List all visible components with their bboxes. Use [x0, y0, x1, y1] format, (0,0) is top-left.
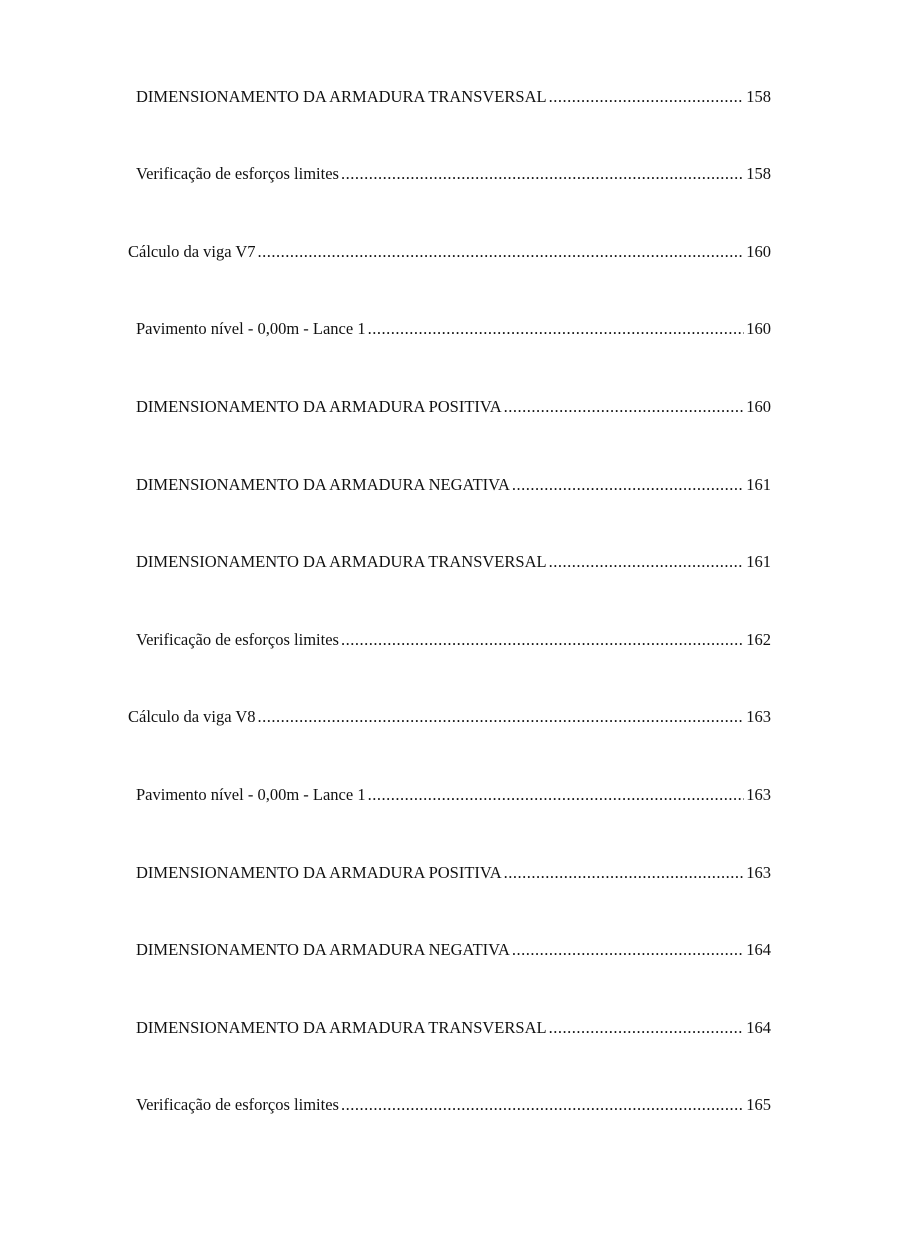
toc-dot-leader	[549, 1017, 745, 1039]
toc-entry-page: 158	[746, 87, 771, 106]
toc-entry-page: 164	[746, 940, 771, 959]
toc-entry-title: DIMENSIONAMENTO DA ARMADURA TRANSVERSAL	[136, 87, 547, 106]
toc-entry[interactable]	[136, 862, 771, 884]
toc-entry-page: 164	[746, 1018, 771, 1037]
toc-dot-leader	[368, 318, 745, 340]
toc-entry-title: Pavimento nível - 0,00m - Lance 1	[136, 319, 366, 338]
toc-entry-page: 158	[746, 164, 771, 183]
toc-entry[interactable]	[136, 318, 771, 340]
toc-entry-title: DIMENSIONAMENTO DA ARMADURA NEGATIVA	[136, 940, 510, 959]
toc-entry-page: 160	[746, 397, 771, 416]
toc-entry-page: 160	[746, 242, 771, 261]
toc-entry[interactable]	[136, 163, 771, 185]
toc-entry[interactable]	[136, 396, 771, 418]
toc-entry-title: Verificação de esforços limites	[136, 630, 339, 649]
toc-dot-leader	[512, 939, 744, 961]
toc-entry-title: DIMENSIONAMENTO DA ARMADURA POSITIVA	[136, 397, 502, 416]
toc-entry-title: Pavimento nível - 0,00m - Lance 1	[136, 785, 366, 804]
toc-entry-title: DIMENSIONAMENTO DA ARMADURA NEGATIVA	[136, 475, 510, 494]
toc-entry-page: 161	[746, 475, 771, 494]
toc-dot-leader	[341, 1094, 744, 1116]
toc-entry-title: DIMENSIONAMENTO DA ARMADURA TRANSVERSAL	[136, 552, 547, 571]
toc-dot-leader	[258, 706, 745, 728]
toc-entry[interactable]	[128, 706, 771, 728]
toc-entry-page: 163	[746, 863, 771, 882]
toc-entry-title: DIMENSIONAMENTO DA ARMADURA TRANSVERSAL	[136, 1018, 547, 1037]
toc-entry[interactable]	[136, 474, 771, 496]
toc-entry[interactable]	[136, 551, 771, 573]
toc-entry[interactable]	[136, 629, 771, 651]
toc-entry-page: 162	[746, 630, 771, 649]
toc-dot-leader	[512, 474, 744, 496]
toc-dot-leader	[258, 241, 745, 263]
toc-entry-page: 160	[746, 319, 771, 338]
toc-dot-leader	[341, 629, 744, 651]
toc-entry-title: Cálculo da viga V8	[128, 707, 256, 726]
toc-entry-page: 163	[746, 707, 771, 726]
toc-entry-title: DIMENSIONAMENTO DA ARMADURA POSITIVA	[136, 863, 502, 882]
toc-dot-leader	[368, 784, 745, 806]
toc-entry[interactable]	[136, 1017, 771, 1039]
toc-entry[interactable]	[136, 784, 771, 806]
toc-entry-title: Verificação de esforços limites	[136, 1095, 339, 1114]
toc-dot-leader	[341, 163, 744, 185]
toc-dot-leader	[549, 551, 745, 573]
toc-entry-title: Cálculo da viga V7	[128, 242, 256, 261]
toc-dot-leader	[549, 86, 745, 108]
toc-entry[interactable]	[136, 1094, 771, 1116]
toc-entry-page: 163	[746, 785, 771, 804]
toc-dot-leader	[504, 862, 745, 884]
toc-entry[interactable]	[136, 939, 771, 961]
toc-entry[interactable]	[128, 241, 771, 263]
toc-entry[interactable]	[136, 86, 771, 108]
toc-entry-title: Verificação de esforços limites	[136, 164, 339, 183]
toc-entry-page: 161	[746, 552, 771, 571]
toc-dot-leader	[504, 396, 745, 418]
toc-entry-page: 165	[746, 1095, 771, 1114]
